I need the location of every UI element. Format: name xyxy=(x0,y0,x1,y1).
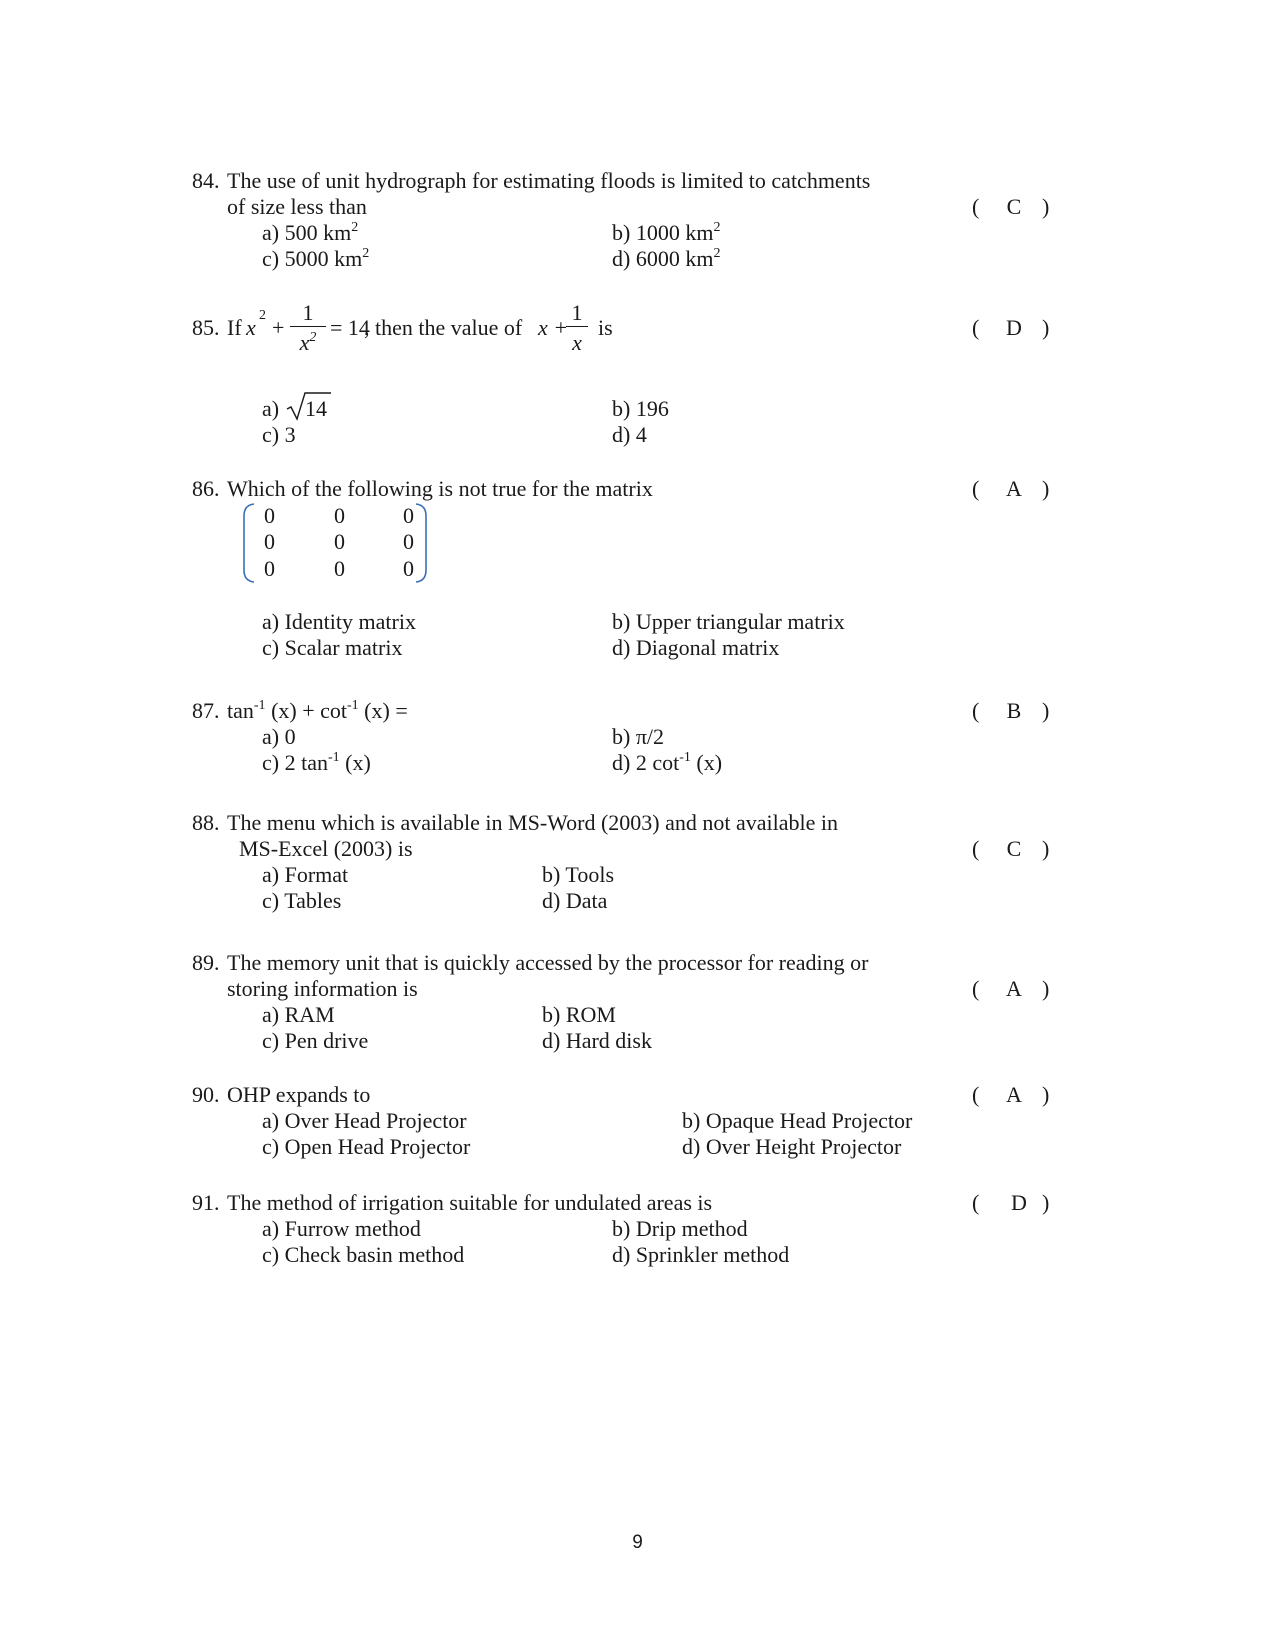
question-text: MS-Excel (2003) is xyxy=(239,836,413,861)
answer-letter: B xyxy=(1006,698,1022,723)
radicand: 14 xyxy=(305,396,327,421)
question-text: storing information is xyxy=(227,976,418,1001)
question-number: 86. xyxy=(192,476,220,501)
matrix-cell: 0 xyxy=(334,529,345,554)
option-c: c) Tables xyxy=(262,888,342,913)
option-c: c) 5000 $km^2$ xyxy=(262,245,370,271)
matrix-cell: 0 xyxy=(334,556,345,581)
question-number: 87. xyxy=(192,698,220,723)
option-b: b) 196 xyxy=(612,396,669,421)
answer-letter: C xyxy=(1006,836,1022,861)
x-plus: x + xyxy=(538,315,569,340)
matrix-cell: 0 xyxy=(334,503,345,528)
option-b: b) π/2 xyxy=(612,724,665,749)
question-number: 89. xyxy=(192,950,220,975)
answer-letter: D xyxy=(1011,1190,1027,1215)
question-text: of size less than xyxy=(227,194,367,219)
option-d: d) 6000 $km^2$ xyxy=(612,245,721,271)
stem-if: If xyxy=(227,315,242,340)
option-d: d) 4 xyxy=(612,422,647,447)
option-d: d) Data xyxy=(542,888,608,913)
plus-sign: + xyxy=(272,315,285,340)
right-bracket-icon xyxy=(414,502,428,584)
question-number: 88. xyxy=(192,810,220,835)
option-b: b) Upper triangular matrix xyxy=(612,609,845,634)
option-a: a) Over Head Projector xyxy=(262,1108,467,1133)
matrix-cell: 0 xyxy=(403,556,414,581)
question-text: The menu which is available in MS-Word (2003) and not available in xyxy=(227,810,839,835)
answer-letter: D xyxy=(1006,315,1022,340)
answer-letter: A xyxy=(1006,976,1022,1001)
question-text: $\tan^{-1} (x) + \cot^{-1} (x)$ = xyxy=(227,697,408,723)
option-c: c) 3 xyxy=(262,422,296,447)
question-text: Which of the following is not true for the matrix xyxy=(227,476,653,501)
matrix-cell: 0 xyxy=(264,556,275,581)
question-number: 85. xyxy=(192,315,220,340)
option-a: a) RAM xyxy=(262,1002,335,1027)
option-c: c) 2 $\tan^{-1} (x)$ xyxy=(262,749,371,775)
question-text: The use of unit hydrograph for estimating floods is limited to catchments xyxy=(227,168,871,193)
option-d: d) Diagonal matrix xyxy=(612,635,780,660)
question-number: 90. xyxy=(192,1082,220,1107)
option-d: d) Over Height Projector xyxy=(682,1134,902,1159)
option-c: c) Scalar matrix xyxy=(262,635,403,660)
fraction-one-over-x-squared: 1 $x^2$ xyxy=(290,300,326,356)
option-b: b) 1000 $km^2$ xyxy=(612,219,721,245)
question-number: 84. xyxy=(192,168,220,193)
option-b: b) ROM xyxy=(542,1002,616,1027)
option-d: d) Sprinkler method xyxy=(612,1242,790,1267)
variable-x: x xyxy=(246,315,256,340)
option-a: a) 0 xyxy=(262,724,296,749)
page-number: 9 xyxy=(632,1532,643,1553)
answer-letter: A xyxy=(1006,1082,1022,1107)
option-d: d) Hard disk xyxy=(542,1028,652,1053)
option-b: b) Drip method xyxy=(612,1216,748,1241)
left-bracket-icon xyxy=(242,502,256,584)
option-a: a) Format xyxy=(262,862,349,887)
stem-then: , then the value of xyxy=(364,315,523,340)
question-text: The memory unit that is quickly accessed by the processor for reading or xyxy=(227,950,869,975)
option-c: c) Open Head Projector xyxy=(262,1134,471,1159)
option-b: b) Tools xyxy=(542,862,615,887)
matrix-cell: 0 xyxy=(403,529,414,554)
option-c: c) Check basin method xyxy=(262,1242,465,1267)
option-d: d) 2 $\cot^{-1} (x)$ xyxy=(612,749,723,775)
answer-letter: C xyxy=(1006,194,1022,219)
option-a: a) Identity matrix xyxy=(262,609,416,634)
question-text: OHP expands to xyxy=(227,1082,371,1107)
stem-is: is xyxy=(598,315,613,340)
option-a: a) 500 $km^2$ xyxy=(262,219,359,245)
question-number: 91. xyxy=(192,1190,220,1215)
matrix-cell: 0 xyxy=(264,503,275,528)
fraction-one-over-x: 1 x xyxy=(566,300,588,356)
option-a: a) Furrow method xyxy=(262,1216,421,1241)
equals-14: = 14 xyxy=(330,315,370,340)
matrix-cell: 0 xyxy=(264,529,275,554)
option-c: c) Pen drive xyxy=(262,1028,369,1053)
option-b: b) Opaque Head Projector xyxy=(682,1108,913,1133)
answer-letter: A xyxy=(1006,476,1022,501)
matrix-cell: 0 xyxy=(403,503,414,528)
option-a-label: a) xyxy=(262,396,280,421)
question-text: The method of irrigation suitable for undulated areas is xyxy=(227,1190,713,1215)
